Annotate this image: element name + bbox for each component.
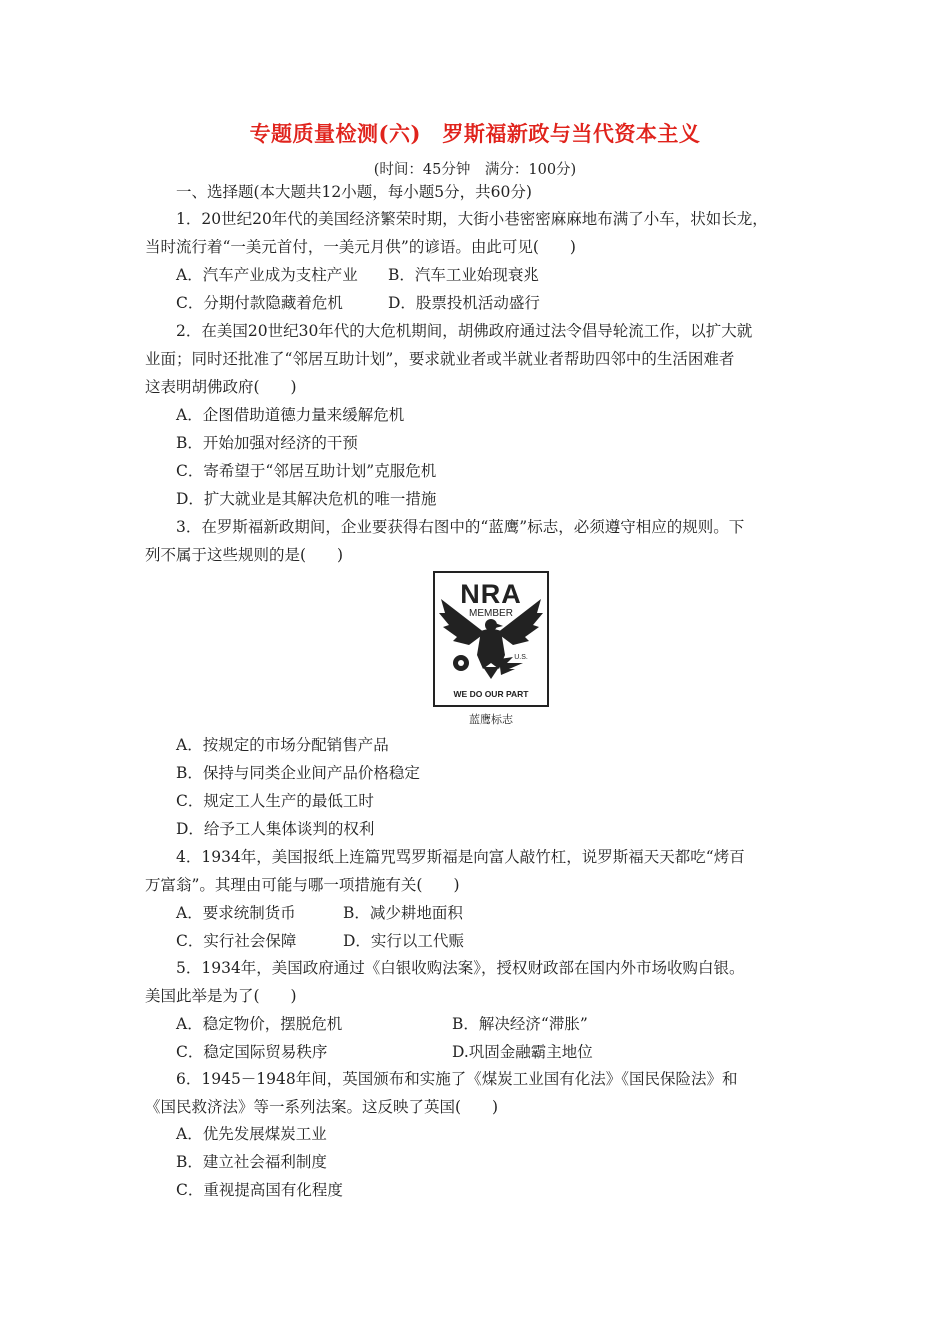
question-stem: 4．1934年，美国报纸上连篇咒骂罗斯福是向富人敲竹杠，说罗斯福天天都吃“烤百 [176, 848, 745, 866]
option-c[interactable]: C．稳定国际贸易秩序 [176, 1043, 328, 1061]
option-b[interactable]: B．解决经济“滞胀” [452, 1015, 588, 1033]
question-stem: 当时流行着“一美元首付，一美元月供”的谚语。由此可见( ) [145, 238, 576, 256]
option-c[interactable]: C．规定工人生产的最低工时 [176, 792, 374, 810]
logo-slogan-text: WE DO OUR PART [453, 689, 529, 699]
option-a[interactable]: A．按规定的市场分配销售产品 [176, 736, 389, 754]
option-d[interactable]: D．实行以工代赈 [343, 932, 464, 950]
logo-us-text: U.S. [514, 654, 528, 661]
option-d[interactable]: D．给予工人集体谈判的权利 [176, 820, 375, 838]
option-c[interactable]: C．重视提高国有化程度 [176, 1181, 343, 1199]
question-stem: 这表明胡佛政府( ) [145, 378, 297, 396]
option-b[interactable]: B．汽车工业始现衰兆 [388, 266, 539, 284]
option-a[interactable]: A．稳定物价，摆脱危机 [176, 1015, 343, 1033]
question-stem: 业面；同时还批准了“邻居互助计划”，要求就业者或半就业者帮助四邻中的生活困难者 [145, 350, 735, 368]
eagle-tail [483, 667, 499, 679]
nra-blue-eagle-logo [433, 571, 549, 707]
question-stem: 《国民救济法》等一系列法案。这反映了英国( ) [145, 1098, 499, 1116]
option-b[interactable]: B．建立社会福利制度 [176, 1153, 327, 1171]
question-stem: 万富翁”。其理由可能与哪一项措施有关( ) [145, 876, 460, 894]
option-c[interactable]: C．分期付款隐藏着危机 [176, 294, 343, 312]
section-heading: 一、选择题(本大题共12小题，每小题5分，共60分) [176, 183, 532, 201]
option-a[interactable]: A．企图借助道德力量来缓解危机 [176, 406, 405, 424]
option-c[interactable]: C．实行社会保障 [176, 932, 297, 950]
question-stem: 列不属于这些规则的是( ) [145, 546, 344, 564]
question-stem: 3．在罗斯福新政期间，企业要获得右图中的“蓝鹰”标志，必须遵守相应的规则。下 [176, 518, 745, 536]
option-b[interactable]: B．开始加强对经济的干预 [176, 434, 358, 452]
eagle-beak [495, 623, 503, 628]
option-d[interactable]: D.巩固金融霸主地位 [452, 1043, 593, 1061]
question-stem: 5．1934年，美国政府通过《白银收购法案》，授权财政部在国内外市场收购白银。 [176, 959, 745, 977]
eagle-emblem [435, 573, 547, 705]
logo-nra-text: NRA [460, 579, 522, 609]
option-a[interactable]: A．要求统制货币 [176, 904, 296, 922]
option-b[interactable]: B．保持与同类企业间产品价格稳定 [176, 764, 420, 782]
page-title: 专题质量检测(六) 罗斯福新政与当代资本主义 [249, 121, 701, 146]
figure-caption: 蓝鹰标志 [469, 713, 513, 726]
option-d[interactable]: D．扩大就业是其解决危机的唯一措施 [176, 490, 437, 508]
option-a[interactable]: A．优先发展煤炭工业 [176, 1125, 327, 1143]
option-c[interactable]: C．寄希望于“邻居互助计划”克服危机 [176, 462, 437, 480]
option-d[interactable]: D．股票投机活动盛行 [388, 294, 540, 312]
question-stem: 6．1945－1948年间，英国颁布和实施了《煤炭工业国有化法》《国民保险法》和 [176, 1070, 738, 1088]
option-a[interactable]: A．汽车产业成为支柱产业 [176, 266, 358, 284]
logo-member-text: MEMBER [469, 608, 513, 619]
question-stem: 1．20世纪20年代的美国经济繁荣时期，大街小巷密密麻麻地布满了小车，状如长龙， [176, 210, 768, 228]
option-b[interactable]: B．减少耕地面积 [343, 904, 463, 922]
question-stem: 美国此举是为了( ) [145, 987, 297, 1005]
page-subtitle: (时间：45分钟 满分：100分) [373, 162, 577, 178]
question-stem: 2．在美国20世纪30年代的大危机期间，胡佛政府通过法令倡导轮流工作，以扩大就 [176, 322, 753, 340]
